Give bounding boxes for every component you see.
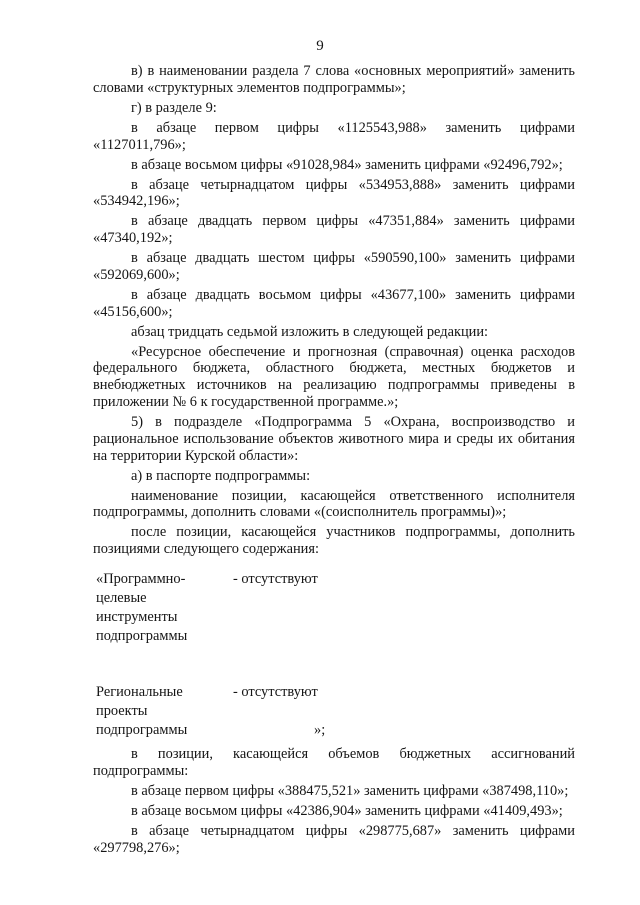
closing-quote: »; bbox=[314, 722, 326, 739]
position-label: «Программно- целевые инструменты подпрограммы bbox=[96, 571, 188, 645]
position-value: - отсутствуют bbox=[233, 684, 318, 701]
paragraph: наименование позиции, касающейся ответственного исполнителя подпрограммы, дополнить словами «(соисполнитель программы)»; bbox=[93, 487, 575, 521]
document-body bbox=[93, 63, 575, 860]
paragraph: 5) в подразделе «Подпрограмма 5 «Охрана, воспроизводство и рациональное использование объектов животного мира и среды их обитания на территории Курской области»: bbox=[93, 414, 575, 464]
paragraph: в абзаце первом цифры «1125543,988» заменить цифрами «1127011,796»; bbox=[93, 119, 575, 153]
amendments-top bbox=[93, 63, 575, 558]
inserted-positions bbox=[96, 570, 575, 740]
paragraph: абзац тридцать седьмой изложить в следующей редакции: bbox=[131, 323, 489, 340]
position-row bbox=[96, 570, 575, 646]
paragraph: в абзаце восьмом цифры «42386,904» заменить цифрами «41409,493»; bbox=[131, 802, 563, 819]
paragraph: в абзаце двадцать восьмом цифры «43677,100» заменить цифрами «45156,600»; bbox=[93, 286, 575, 320]
paragraph: после позиции, касающейся участников подпрограммы, дополнить позициями следующего содержания: bbox=[93, 524, 575, 558]
paragraph: а) в паспорте подпрограммы: bbox=[131, 467, 311, 484]
paragraph: в абзаце четырнадцатом цифры «298775,687» заменить цифрами «297798,276»; bbox=[93, 822, 575, 856]
paragraph: в) в наименовании раздела 7 слова «основных мероприятий» заменить словами «структурных элементов подпрограммы»; bbox=[93, 63, 575, 96]
paragraph: в абзаце восьмом цифры «91028,984» заменить цифрами «92496,792»; bbox=[131, 156, 563, 173]
position-row bbox=[96, 683, 575, 740]
paragraph: в абзаце четырнадцатом цифры «534953,888» заменить цифрами «534942,196»; bbox=[93, 176, 575, 210]
paragraph: в абзаце двадцать шестом цифры «590590,100» заменить цифрами «592069,600»; bbox=[93, 250, 575, 283]
page-number: 9 bbox=[316, 38, 324, 54]
position-label: Региональные проекты подпрограммы bbox=[96, 684, 188, 739]
amendments-bottom bbox=[93, 746, 575, 856]
paragraph: в абзаце двадцать первом цифры «47351,884» заменить цифрами «47340,192»; bbox=[93, 213, 575, 247]
paragraph: «Ресурсное обеспечение и прогнозная (справочная) оценка расходов федерального бюджета, областного бюджета, местных бюджетов и внебюджетных источников на реализацию подпрограммы приведены в приложении № 6 к государственной программе.»; bbox=[93, 343, 575, 411]
paragraph: в позиции, касающейся объемов бюджетных ассигнований подпрограммы: bbox=[93, 746, 575, 779]
paragraph: в абзаце первом цифры «388475,521» заменить цифрами «387498,110»; bbox=[131, 782, 569, 799]
paragraph: г) в разделе 9: bbox=[131, 99, 217, 116]
position-value: - отсутствуют bbox=[233, 571, 318, 588]
